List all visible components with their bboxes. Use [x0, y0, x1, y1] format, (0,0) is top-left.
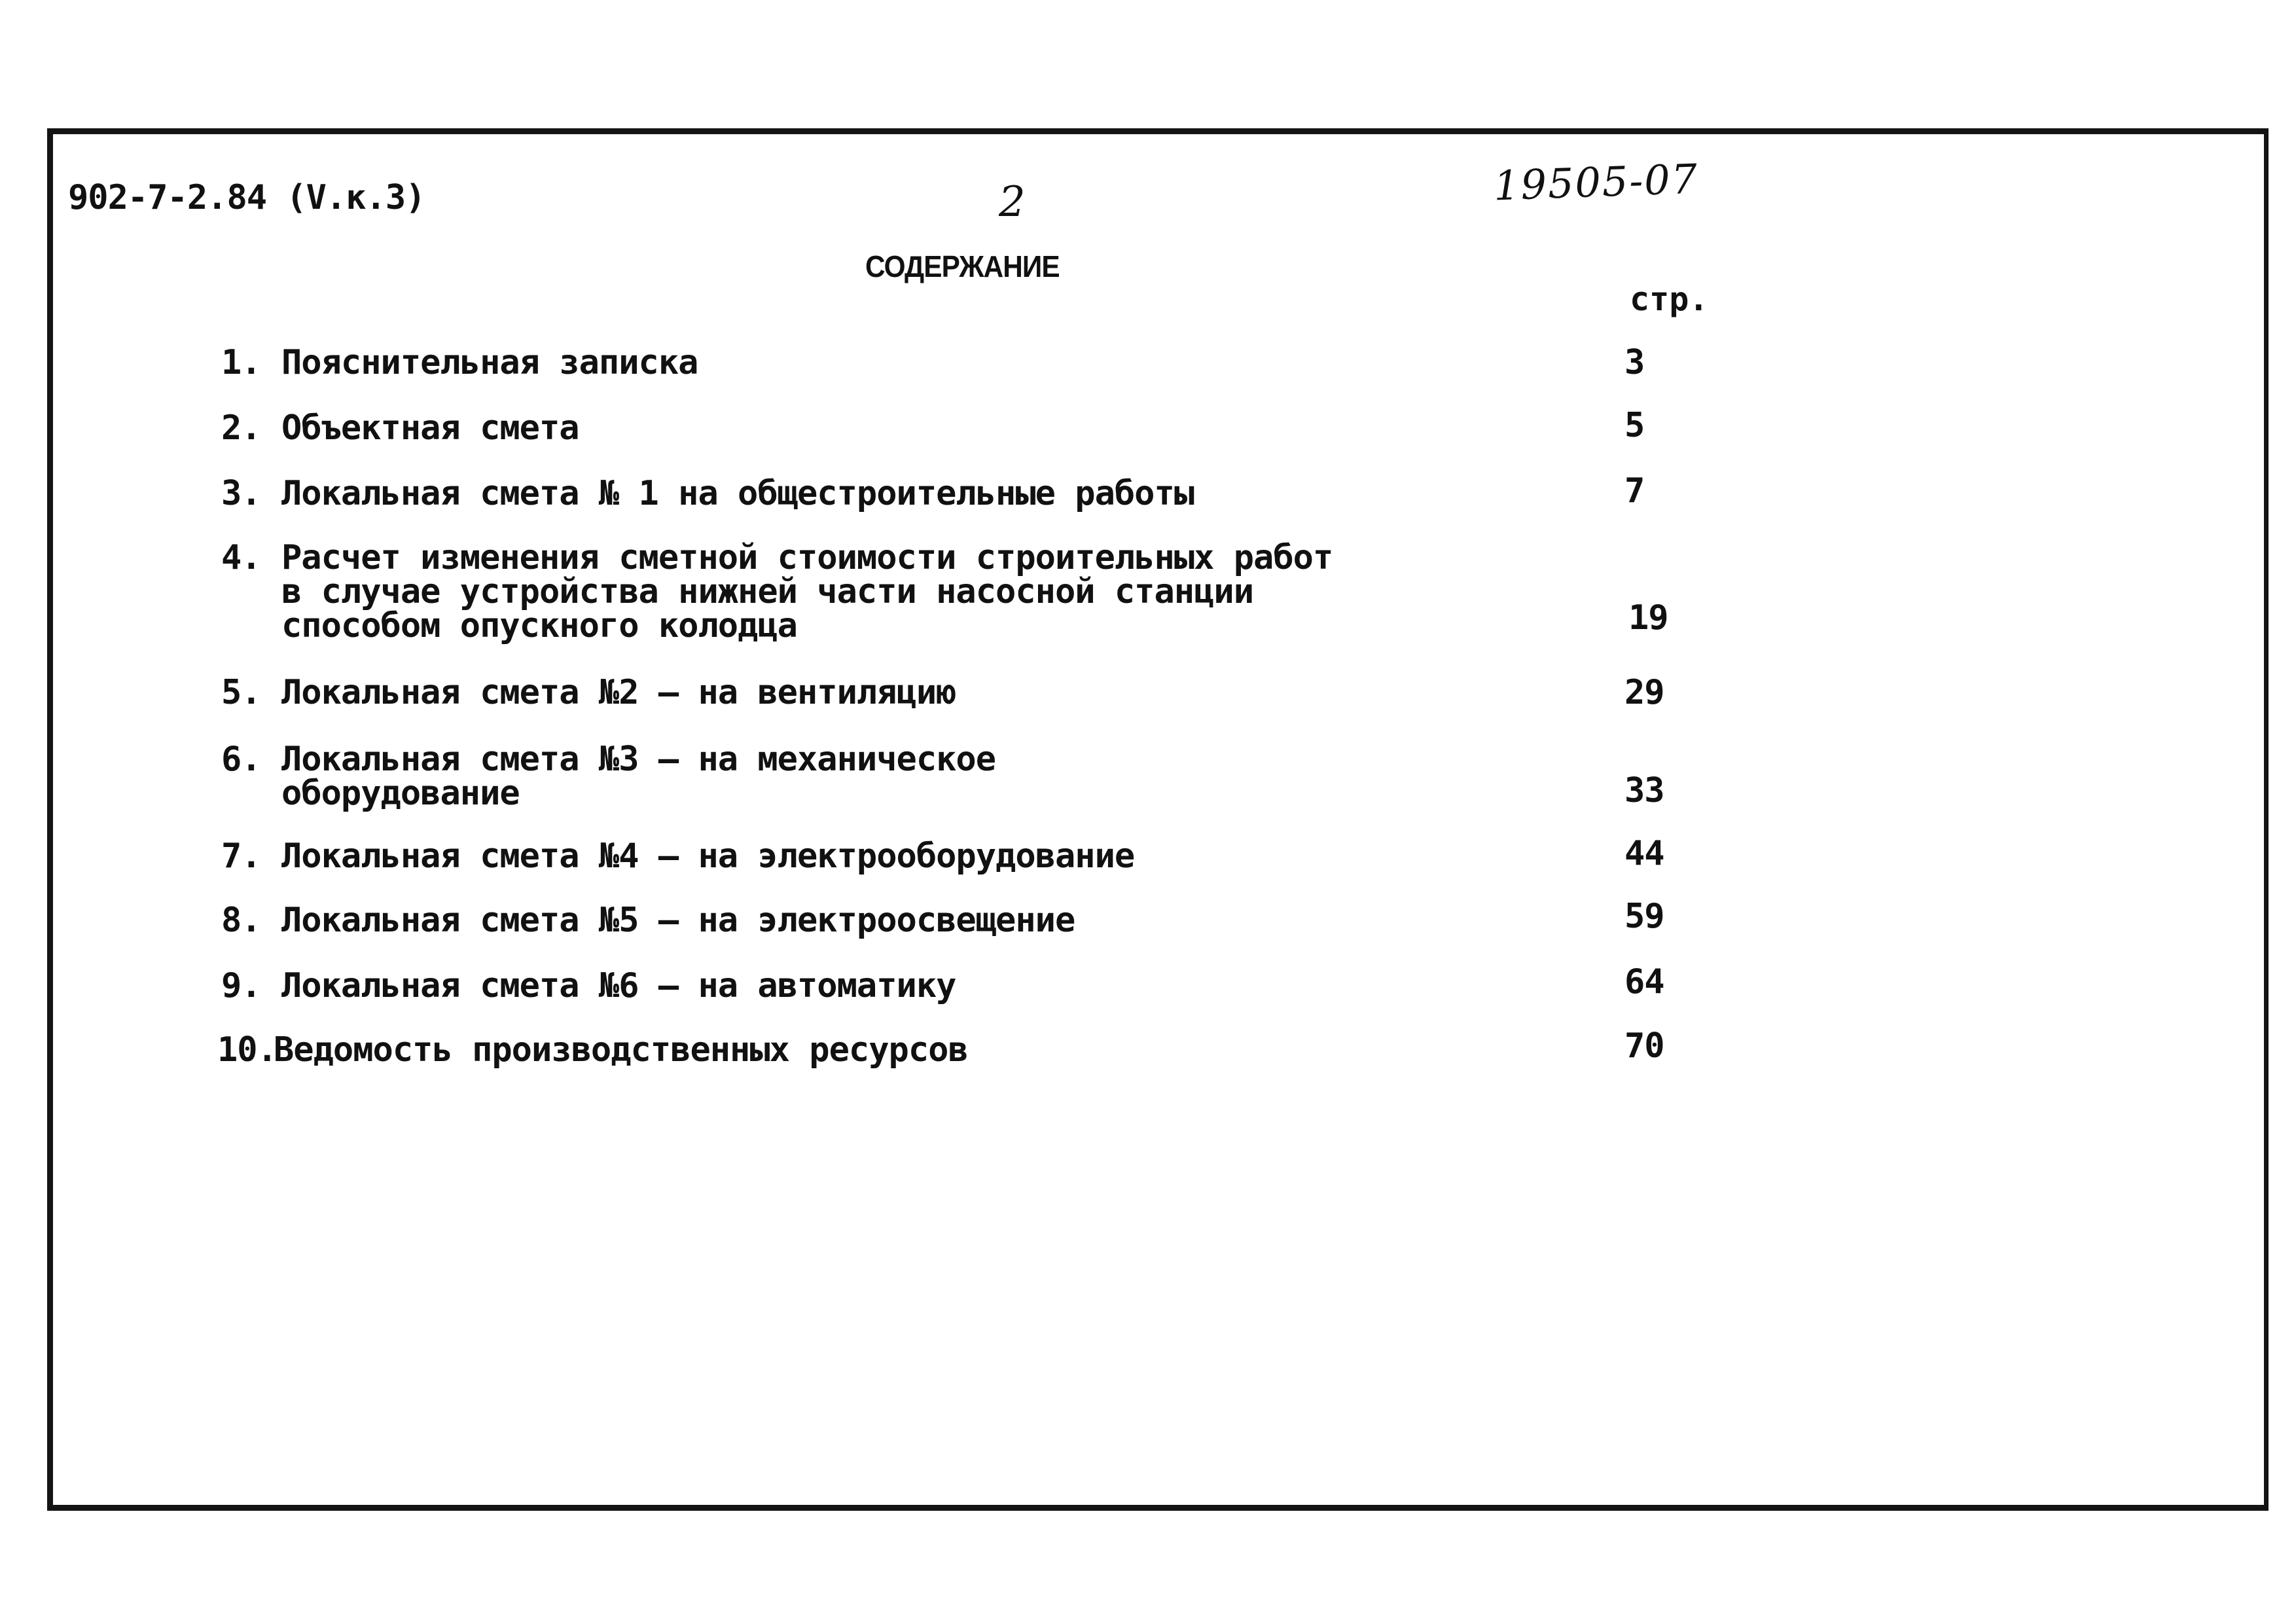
- toc-entry-page: 29: [1624, 673, 1664, 712]
- toc-entry-number: 2.: [221, 408, 261, 448]
- toc-entry-title: Локальная смета №6 – на автоматику: [281, 966, 956, 1005]
- toc-entry-page: 3: [1624, 343, 1645, 382]
- toc-entry-number: 4.: [221, 538, 261, 577]
- toc-entry-title: Ведомость производственных ресурсов: [274, 1030, 968, 1070]
- document-code: 902-7-2.84 (V.к.3): [68, 178, 425, 217]
- contents-title: СОДЕРЖАНИЕ: [865, 249, 1060, 283]
- toc-entry-number: 6.: [221, 740, 261, 779]
- archive-number: 19505-07: [1492, 154, 1700, 210]
- toc-entry-number: 7.: [221, 837, 261, 876]
- toc-entry-page: 59: [1624, 897, 1664, 936]
- toc-entry-number: 8.: [221, 901, 261, 940]
- toc-entry-title: Локальная смета №5 – на электроосвещение: [281, 901, 1075, 940]
- toc-entry-number: 3.: [221, 474, 261, 513]
- toc-entry: [221, 962, 1988, 1005]
- toc-entry-title: Локальная смета № 1 на общестроительные работы: [281, 474, 1194, 513]
- page-column-header: стр.: [1630, 280, 1709, 318]
- toc-entry: [221, 343, 1988, 382]
- toc-entry: [221, 834, 1988, 876]
- toc-entry-number: 10.: [217, 1030, 277, 1070]
- toc-entry-title: Локальная смета №2 – на вентиляцию: [281, 673, 956, 712]
- page-frame: [47, 128, 2269, 1511]
- toc-entry-page: 70: [1624, 1026, 1664, 1066]
- toc-entry-page: 33: [1624, 771, 1664, 810]
- toc-entry-page: 19: [1628, 598, 1668, 638]
- toc-entry-title: Объектная смета: [281, 408, 579, 448]
- toc-entry-page: 7: [1624, 471, 1645, 511]
- toc-entry: [221, 471, 1988, 513]
- toc-entry: [217, 1026, 1984, 1070]
- toc-entry-title: Расчет изменения сметной стоимости строительных работ в случае устройства нижней части насосной станции способом опускного колодца: [281, 538, 1333, 645]
- toc-entry: [221, 673, 1988, 712]
- toc-entry-number: 9.: [221, 966, 261, 1005]
- page-number: 2: [999, 178, 1026, 226]
- toc-entry: [221, 538, 1988, 645]
- toc-entry: [221, 740, 1988, 813]
- toc-entry-title: Локальная смета №3 – на механическое оборудование: [281, 740, 996, 813]
- toc-entry: [221, 406, 1988, 448]
- toc-entry-title: Пояснительная записка: [281, 343, 698, 382]
- toc-entry-number: 5.: [221, 673, 261, 712]
- toc-entry-page: 44: [1624, 834, 1664, 873]
- toc-entry: [221, 897, 1988, 940]
- toc-entry-page: 5: [1624, 406, 1645, 445]
- toc-entry-page: 64: [1624, 962, 1664, 1001]
- toc-entry-number: 1.: [221, 343, 261, 382]
- toc-entry-title: Локальная смета №4 – на электрооборудование: [281, 837, 1135, 876]
